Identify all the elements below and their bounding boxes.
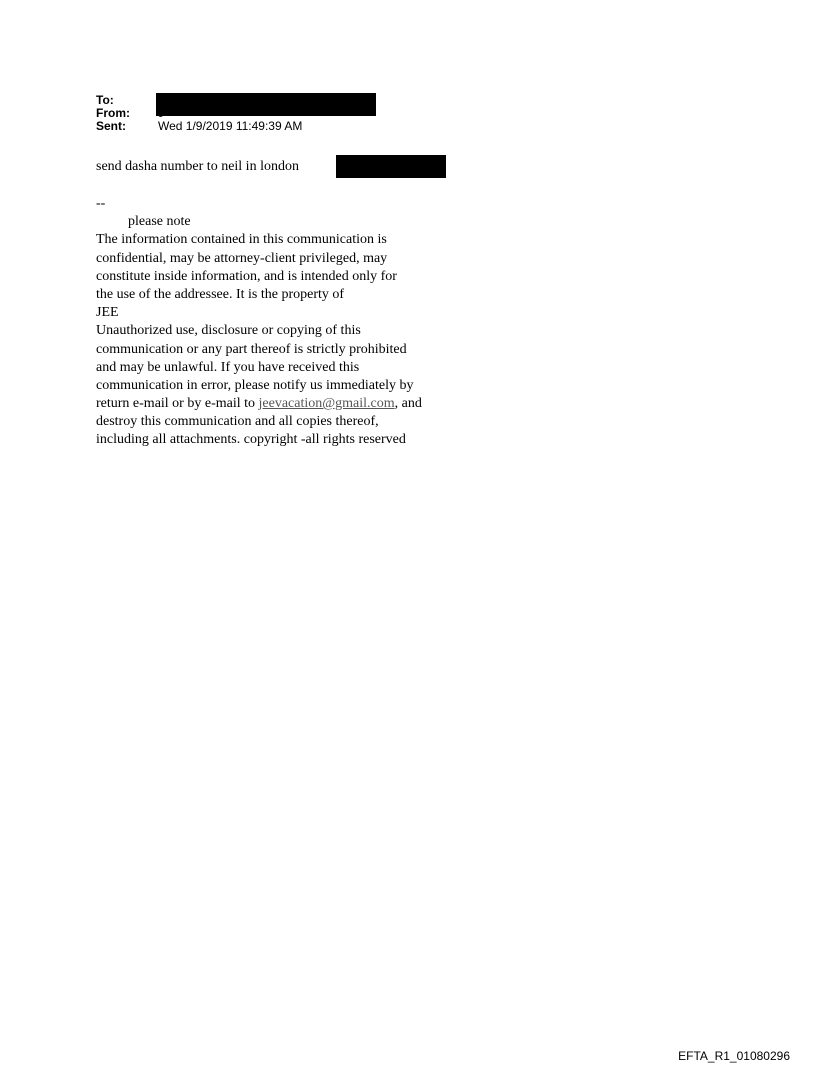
disclaimer-line: communication in error, please notify us immediately by [96, 377, 414, 393]
sent-value: Wed 1/9/2019 11:49:39 AM [158, 119, 303, 133]
disclaimer-text: return e-mail or by e-mail to [96, 396, 259, 412]
to-label: To: [96, 93, 114, 107]
redaction-box-recipient [156, 93, 376, 116]
disclaimer-line: Unauthorized use, disclosure or copying of this [96, 323, 361, 339]
message-body: send dasha number to neil in london [96, 159, 299, 174]
sent-label: Sent: [96, 119, 126, 133]
please-note-heading: please note [128, 214, 191, 230]
from-label: From: [96, 106, 130, 120]
email-link[interactable]: jeevacation@gmail.com [258, 396, 395, 412]
document-id: EFTA_R1_01080296 [678, 1049, 790, 1063]
disclaimer-line: constitute inside information, and is intended only for [96, 268, 397, 284]
disclaimer-line: confidential, may be attorney-client privileged, may [96, 250, 388, 266]
email-signature-disclaimer [96, 195, 422, 450]
signature-separator: -- [96, 196, 106, 211]
disclaimer-text: , and [394, 396, 422, 412]
disclaimer-line: the use of the addressee. It is the property of [96, 286, 345, 302]
redaction-box-message [336, 155, 446, 178]
disclaimer-line: including all attachments. copyright -all rights reserved [96, 432, 406, 448]
sent-row [96, 120, 302, 133]
disclaimer-line-with-link [96, 395, 422, 413]
disclaimer-line: and may be unlawful. If you have received this [96, 359, 360, 375]
disclaimer-line: destroy this communication and all copies thereof, [96, 414, 379, 430]
disclaimer-line: The information contained in this communication is [96, 232, 387, 248]
disclaimer-line: communication or any part thereof is strictly prohibited [96, 341, 407, 357]
disclaimer-line: JEE [96, 305, 119, 321]
